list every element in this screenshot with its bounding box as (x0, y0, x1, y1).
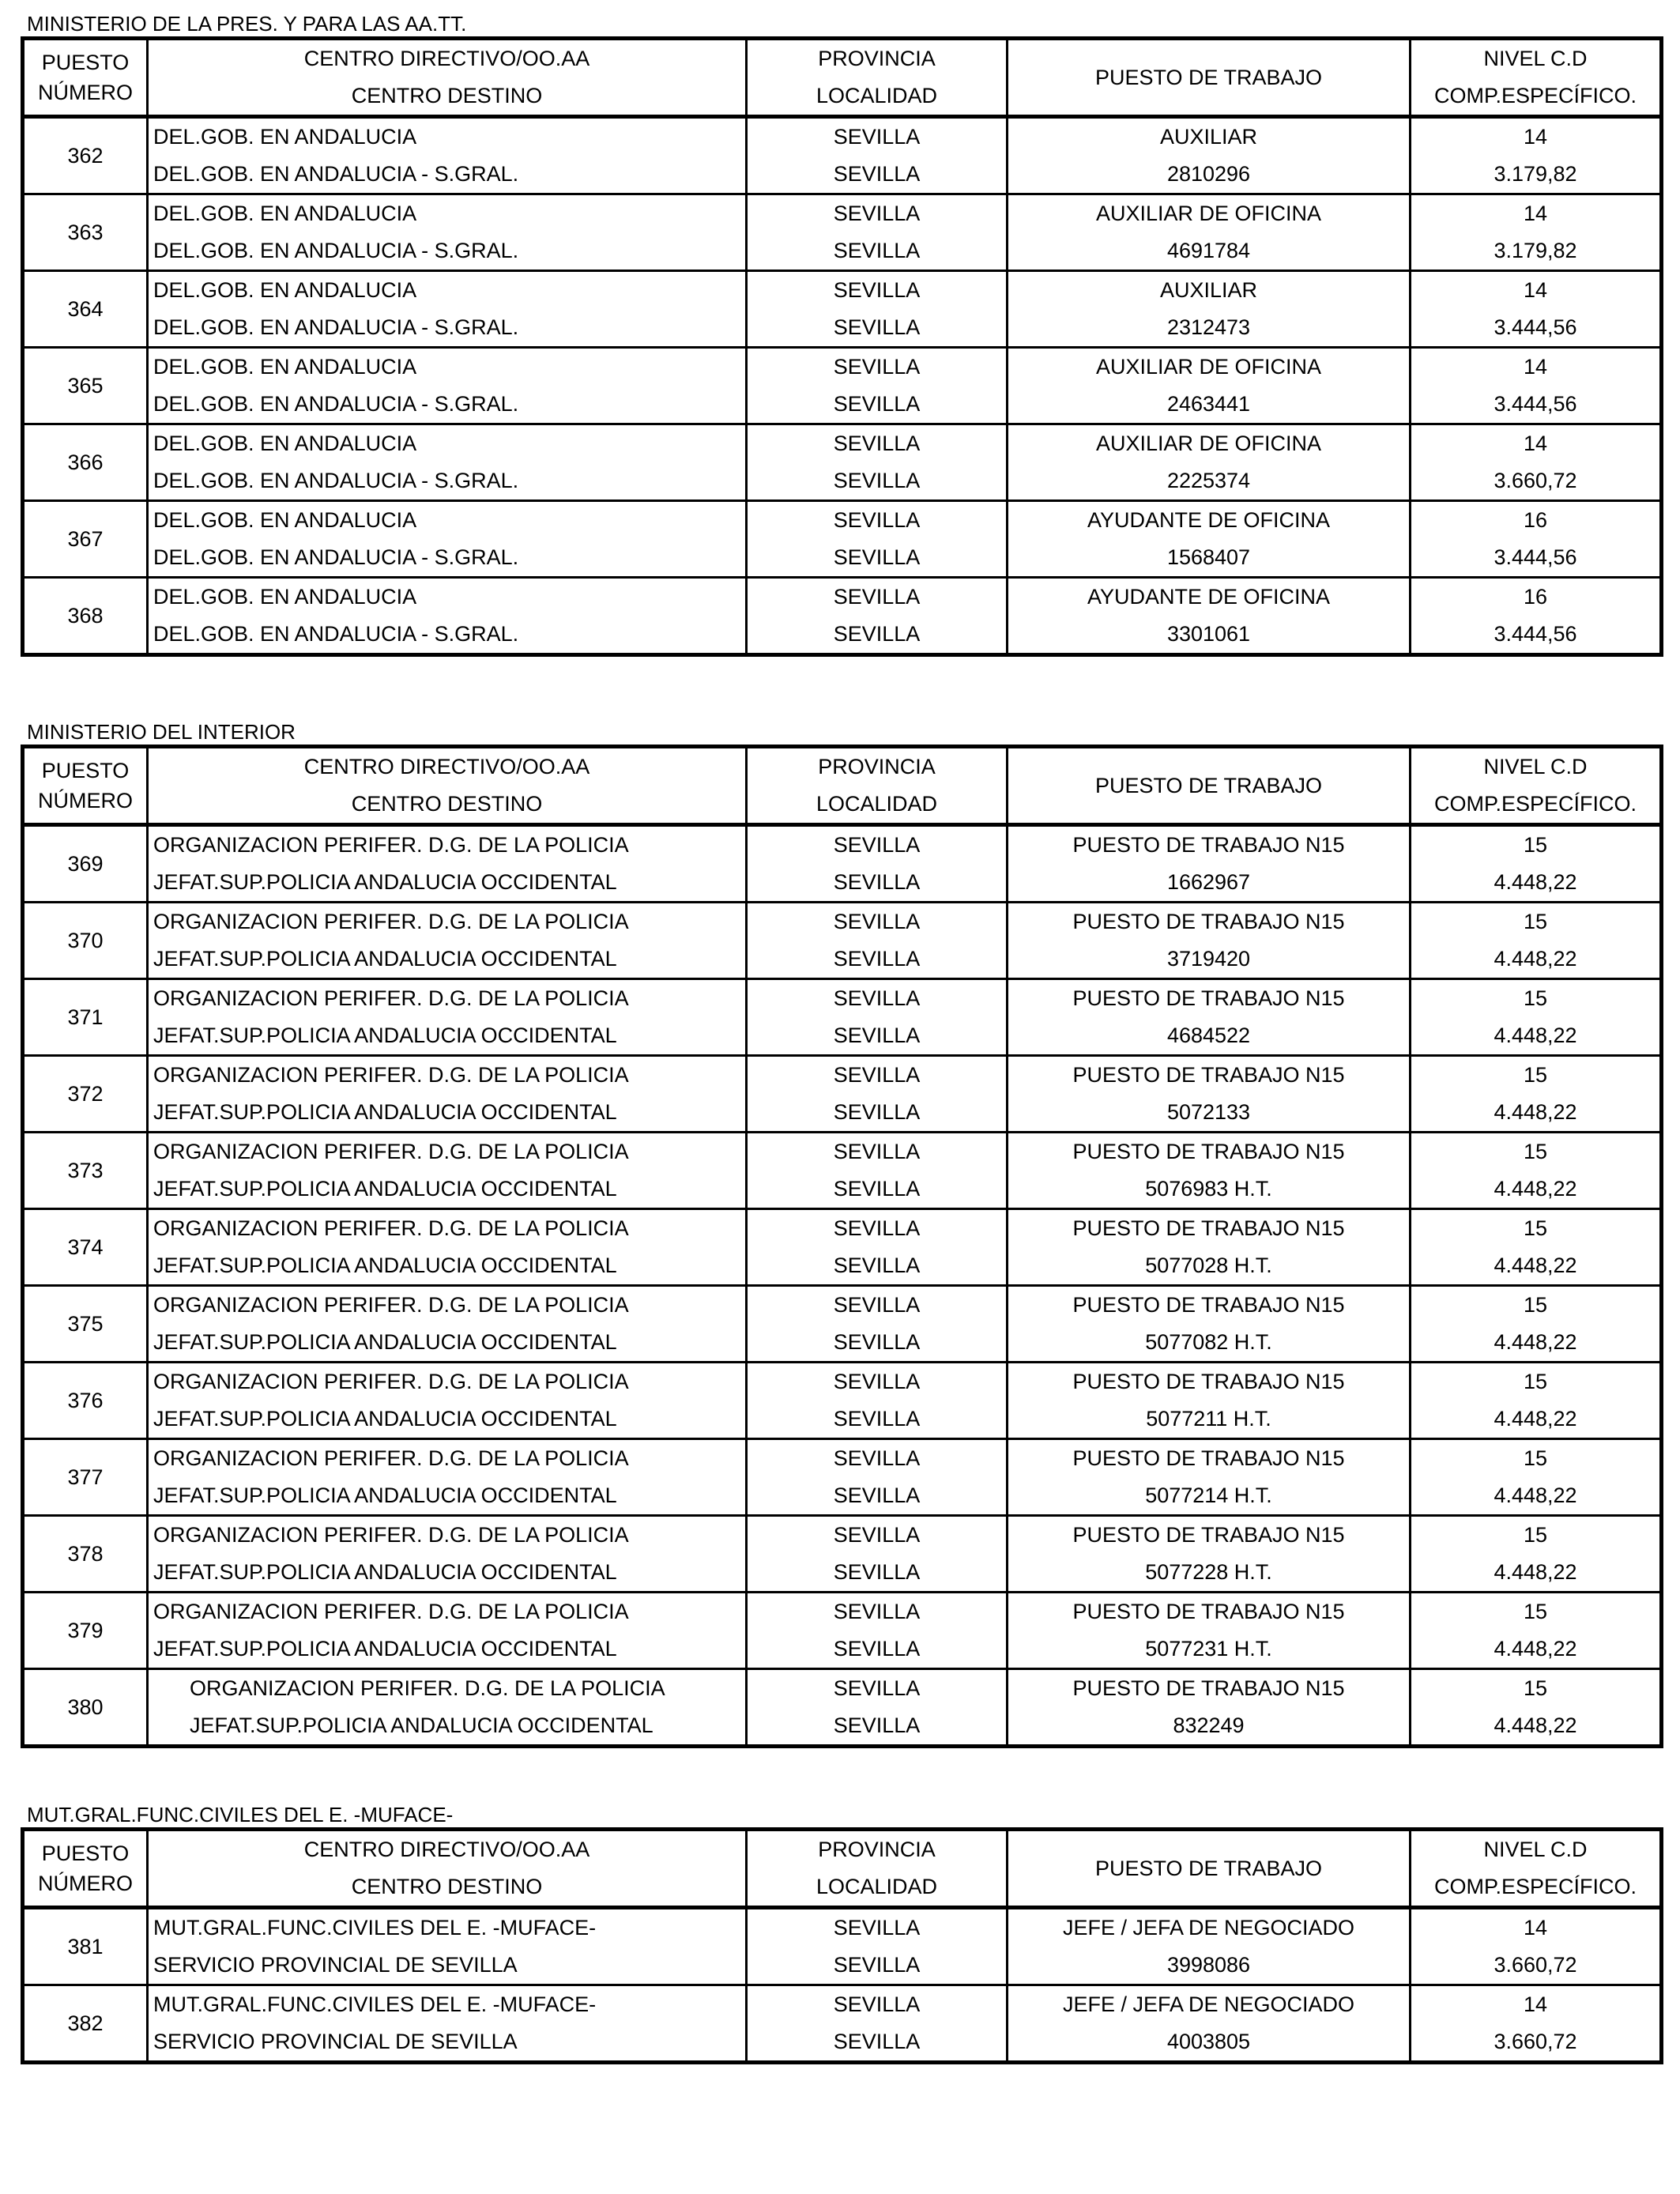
provincia: SEVILLA (747, 424, 1008, 463)
centro-directivo: MUT.GRAL.FUNC.CIVILES DEL E. -MUFACE- (148, 1985, 747, 2024)
header-comp-especifico: COMP.ESPECÍFICO. (1411, 77, 1662, 117)
comp-especifico: 4.448,22 (1411, 1400, 1662, 1439)
nivel-cd: 16 (1411, 501, 1662, 540)
table-row (23, 1593, 1662, 1631)
header-label: PUESTO (41, 51, 130, 74)
centro-destino: DEL.GOB. EN ANDALUCIA - S.GRAL. (148, 462, 747, 501)
centro-destino: DEL.GOB. EN ANDALUCIA - S.GRAL. (148, 539, 747, 578)
table-header-row (23, 77, 1662, 117)
puesto-numero: 370 (23, 903, 148, 979)
centro-directivo: ORGANIZACION PERIFER. D.G. DE LA POLICIA (148, 1516, 747, 1555)
localidad: SEVILLA (747, 1400, 1008, 1439)
table-row (23, 1669, 1662, 1708)
centro-destino: JEFAT.SUP.POLICIA ANDALUCIA OCCIDENTAL (148, 1094, 747, 1133)
provincia: SEVILLA (747, 1209, 1008, 1248)
codigo-puesto: 3301061 (1008, 616, 1411, 655)
table-row (23, 1908, 1662, 1947)
table-row (23, 1630, 1662, 1669)
comp-especifico: 4.448,22 (1411, 1171, 1662, 1209)
table-row (23, 1209, 1662, 1248)
positions-table (21, 36, 1663, 657)
centro-directivo: ORGANIZACION PERIFER. D.G. DE LA POLICIA (148, 1439, 747, 1478)
localidad: SEVILLA (747, 1477, 1008, 1516)
table-row (23, 1400, 1662, 1439)
comp-especifico: 3.179,82 (1411, 156, 1662, 194)
table-header-row (23, 1830, 1662, 1869)
centro-destino: JEFAT.SUP.POLICIA ANDALUCIA OCCIDENTAL (148, 1707, 747, 1747)
table-row (23, 1094, 1662, 1133)
nivel-cd: 14 (1411, 117, 1662, 156)
comp-especifico: 4.448,22 (1411, 1247, 1662, 1286)
table-row (23, 1286, 1662, 1325)
centro-directivo: ORGANIZACION PERIFER. D.G. DE LA POLICIA (148, 903, 747, 941)
table-row (23, 1017, 1662, 1056)
puesto-trabajo: PUESTO DE TRABAJO N15 (1008, 1133, 1411, 1171)
codigo-puesto: 4003805 (1008, 2023, 1411, 2063)
nivel-cd: 15 (1411, 1209, 1662, 1248)
nivel-cd: 15 (1411, 1363, 1662, 1401)
table-row (23, 941, 1662, 979)
table-row (23, 979, 1662, 1018)
section-presidencia (21, 12, 1659, 657)
comp-especifico: 3.179,82 (1411, 232, 1662, 271)
header-puesto-trabajo: PUESTO DE TRABAJO (1008, 39, 1411, 117)
localidad: SEVILLA (747, 1247, 1008, 1286)
provincia: SEVILLA (747, 1908, 1008, 1947)
provincia: SEVILLA (747, 825, 1008, 865)
provincia: SEVILLA (747, 1056, 1008, 1095)
localidad: SEVILLA (747, 539, 1008, 578)
header-label: NÚMERO (38, 789, 133, 812)
puesto-numero: 373 (23, 1133, 148, 1209)
localidad: SEVILLA (747, 1707, 1008, 1747)
puesto-trabajo: PUESTO DE TRABAJO N15 (1008, 903, 1411, 941)
localidad: SEVILLA (747, 1554, 1008, 1593)
puesto-numero: 382 (23, 1985, 148, 2063)
centro-directivo: ORGANIZACION PERIFER. D.G. DE LA POLICIA (148, 979, 747, 1018)
puesto-numero: 371 (23, 979, 148, 1056)
comp-especifico: 4.448,22 (1411, 941, 1662, 979)
puesto-numero: 365 (23, 348, 148, 424)
header-centro-directivo: CENTRO DIRECTIVO/OO.AA (148, 1830, 747, 1869)
provincia: SEVILLA (747, 903, 1008, 941)
comp-especifico: 4.448,22 (1411, 1477, 1662, 1516)
centro-destino: JEFAT.SUP.POLICIA ANDALUCIA OCCIDENTAL (148, 864, 747, 903)
provincia: SEVILLA (747, 1985, 1008, 2024)
puesto-numero: 377 (23, 1439, 148, 1516)
provincia: SEVILLA (747, 501, 1008, 540)
localidad: SEVILLA (747, 616, 1008, 655)
table-row (23, 1707, 1662, 1747)
nivel-cd: 15 (1411, 825, 1662, 865)
comp-especifico: 4.448,22 (1411, 1630, 1662, 1669)
nivel-cd: 15 (1411, 1669, 1662, 1708)
puesto-numero: 374 (23, 1209, 148, 1286)
table-row (23, 309, 1662, 348)
table-row (23, 578, 1662, 616)
puesto-numero: 381 (23, 1908, 148, 1985)
centro-destino: JEFAT.SUP.POLICIA ANDALUCIA OCCIDENTAL (148, 1171, 747, 1209)
puesto-numero: 376 (23, 1363, 148, 1439)
codigo-puesto: 3719420 (1008, 941, 1411, 979)
header-puesto-trabajo: PUESTO DE TRABAJO (1008, 1830, 1411, 1908)
centro-destino: JEFAT.SUP.POLICIA ANDALUCIA OCCIDENTAL (148, 1247, 747, 1286)
codigo-puesto: 4684522 (1008, 1017, 1411, 1056)
table-header-row (23, 1868, 1662, 1908)
table-row (23, 1247, 1662, 1286)
centro-destino: JEFAT.SUP.POLICIA ANDALUCIA OCCIDENTAL (148, 941, 747, 979)
localidad: SEVILLA (747, 462, 1008, 501)
puesto-numero: 369 (23, 825, 148, 903)
header-nivel: NIVEL C.D (1411, 747, 1662, 786)
puesto-numero: 363 (23, 194, 148, 271)
centro-directivo: DEL.GOB. EN ANDALUCIA (148, 348, 747, 386)
localidad: SEVILLA (747, 1094, 1008, 1133)
nivel-cd: 14 (1411, 1985, 1662, 2024)
codigo-puesto: 2312473 (1008, 309, 1411, 348)
codigo-puesto: 4691784 (1008, 232, 1411, 271)
header-comp-especifico: COMP.ESPECÍFICO. (1411, 786, 1662, 825)
table-row (23, 156, 1662, 194)
header-centro-directivo: CENTRO DIRECTIVO/OO.AA (148, 747, 747, 786)
section-title: MINISTERIO DEL INTERIOR (27, 720, 296, 744)
nivel-cd: 15 (1411, 1286, 1662, 1325)
positions-table (21, 1827, 1663, 2064)
centro-directivo: ORGANIZACION PERIFER. D.G. DE LA POLICIA (148, 1286, 747, 1325)
comp-especifico: 3.444,56 (1411, 309, 1662, 348)
header-puesto-numero (23, 1830, 148, 1908)
section-title: MUT.GRAL.FUNC.CIVILES DEL E. -MUFACE- (27, 1803, 454, 1826)
centro-directivo: ORGANIZACION PERIFER. D.G. DE LA POLICIA (148, 1209, 747, 1248)
comp-especifico: 4.448,22 (1411, 864, 1662, 903)
puesto-numero: 375 (23, 1286, 148, 1363)
table-row (23, 864, 1662, 903)
nivel-cd: 15 (1411, 1516, 1662, 1555)
provincia: SEVILLA (747, 194, 1008, 233)
header-localidad: LOCALIDAD (747, 1868, 1008, 1908)
provincia: SEVILLA (747, 117, 1008, 156)
puesto-trabajo: AUXILIAR (1008, 117, 1411, 156)
provincia: SEVILLA (747, 348, 1008, 386)
nivel-cd: 15 (1411, 1439, 1662, 1478)
localidad: SEVILLA (747, 864, 1008, 903)
centro-destino: DEL.GOB. EN ANDALUCIA - S.GRAL. (148, 232, 747, 271)
header-label: NÚMERO (38, 1872, 133, 1895)
centro-destino: JEFAT.SUP.POLICIA ANDALUCIA OCCIDENTAL (148, 1324, 747, 1363)
header-comp-especifico: COMP.ESPECÍFICO. (1411, 1868, 1662, 1908)
puesto-trabajo: PUESTO DE TRABAJO N15 (1008, 1363, 1411, 1401)
comp-especifico: 4.448,22 (1411, 1094, 1662, 1133)
centro-directivo: DEL.GOB. EN ANDALUCIA (148, 271, 747, 310)
table-row (23, 348, 1662, 386)
centro-directivo: DEL.GOB. EN ANDALUCIA (148, 501, 747, 540)
localidad: SEVILLA (747, 1947, 1008, 1985)
header-centro-directivo: CENTRO DIRECTIVO/OO.AA (148, 39, 747, 78)
table-row (23, 462, 1662, 501)
section-interior (21, 720, 1659, 1748)
centro-directivo: DEL.GOB. EN ANDALUCIA (148, 578, 747, 616)
table-row (23, 616, 1662, 655)
nivel-cd: 15 (1411, 903, 1662, 941)
codigo-puesto: 5077228 H.T. (1008, 1554, 1411, 1593)
puesto-trabajo: AUXILIAR (1008, 271, 1411, 310)
puesto-numero: 364 (23, 271, 148, 348)
localidad: SEVILLA (747, 1630, 1008, 1669)
table-row (23, 1171, 1662, 1209)
provincia: SEVILLA (747, 1133, 1008, 1171)
positions-table (21, 745, 1663, 1748)
centro-destino: JEFAT.SUP.POLICIA ANDALUCIA OCCIDENTAL (148, 1477, 747, 1516)
nivel-cd: 15 (1411, 1593, 1662, 1631)
puesto-numero: 362 (23, 117, 148, 194)
centro-destino: JEFAT.SUP.POLICIA ANDALUCIA OCCIDENTAL (148, 1400, 747, 1439)
table-row (23, 386, 1662, 424)
centro-directivo: ORGANIZACION PERIFER. D.G. DE LA POLICIA (148, 1669, 747, 1708)
puesto-numero: 379 (23, 1593, 148, 1669)
header-label: NÚMERO (38, 81, 133, 104)
puesto-trabajo: PUESTO DE TRABAJO N15 (1008, 825, 1411, 865)
header-provincia: PROVINCIA (747, 39, 1008, 78)
localidad: SEVILLA (747, 2023, 1008, 2063)
codigo-puesto: 3998086 (1008, 1947, 1411, 1985)
provincia: SEVILLA (747, 1516, 1008, 1555)
puesto-numero: 367 (23, 501, 148, 578)
section-muface (21, 1803, 1659, 2064)
codigo-puesto: 5077028 H.T. (1008, 1247, 1411, 1286)
table-row (23, 424, 1662, 463)
header-puesto-trabajo: PUESTO DE TRABAJO (1008, 747, 1411, 825)
codigo-puesto: 1568407 (1008, 539, 1411, 578)
comp-especifico: 3.444,56 (1411, 616, 1662, 655)
header-puesto-numero (23, 747, 148, 825)
provincia: SEVILLA (747, 1669, 1008, 1708)
header-centro-destino: CENTRO DESTINO (148, 1868, 747, 1908)
centro-destino: DEL.GOB. EN ANDALUCIA - S.GRAL. (148, 156, 747, 194)
table-row (23, 539, 1662, 578)
table-header-row (23, 39, 1662, 78)
comp-especifico: 4.448,22 (1411, 1554, 1662, 1593)
localidad: SEVILLA (747, 941, 1008, 979)
puesto-trabajo: PUESTO DE TRABAJO N15 (1008, 1209, 1411, 1248)
localidad: SEVILLA (747, 232, 1008, 271)
puesto-trabajo: PUESTO DE TRABAJO N15 (1008, 1516, 1411, 1555)
table-row (23, 825, 1662, 865)
table-row (23, 903, 1662, 941)
puesto-trabajo: AUXILIAR DE OFICINA (1008, 194, 1411, 233)
puesto-trabajo: AUXILIAR DE OFICINA (1008, 424, 1411, 463)
codigo-puesto: 2810296 (1008, 156, 1411, 194)
nivel-cd: 14 (1411, 271, 1662, 310)
table-row (23, 194, 1662, 233)
comp-especifico: 3.444,56 (1411, 539, 1662, 578)
centro-directivo: ORGANIZACION PERIFER. D.G. DE LA POLICIA (148, 825, 747, 865)
table-row (23, 232, 1662, 271)
table-row (23, 1947, 1662, 1985)
table-row (23, 271, 1662, 310)
table-row (23, 2023, 1662, 2063)
provincia: SEVILLA (747, 578, 1008, 616)
comp-especifico: 4.448,22 (1411, 1707, 1662, 1747)
provincia: SEVILLA (747, 979, 1008, 1018)
comp-especifico: 4.448,22 (1411, 1324, 1662, 1363)
provincia: SEVILLA (747, 271, 1008, 310)
puesto-trabajo: JEFE / JEFA DE NEGOCIADO (1008, 1908, 1411, 1947)
table-row (23, 1056, 1662, 1095)
nivel-cd: 14 (1411, 424, 1662, 463)
provincia: SEVILLA (747, 1286, 1008, 1325)
table-row (23, 117, 1662, 156)
centro-destino: DEL.GOB. EN ANDALUCIA - S.GRAL. (148, 616, 747, 655)
table-row (23, 1477, 1662, 1516)
codigo-puesto: 832249 (1008, 1707, 1411, 1747)
nivel-cd: 14 (1411, 348, 1662, 386)
header-provincia: PROVINCIA (747, 1830, 1008, 1869)
centro-directivo: MUT.GRAL.FUNC.CIVILES DEL E. -MUFACE- (148, 1908, 747, 1947)
codigo-puesto: 5076983 H.T. (1008, 1171, 1411, 1209)
localidad: SEVILLA (747, 156, 1008, 194)
centro-destino: DEL.GOB. EN ANDALUCIA - S.GRAL. (148, 309, 747, 348)
localidad: SEVILLA (747, 309, 1008, 348)
centro-destino: DEL.GOB. EN ANDALUCIA - S.GRAL. (148, 386, 747, 424)
puesto-numero: 368 (23, 578, 148, 655)
centro-directivo: ORGANIZACION PERIFER. D.G. DE LA POLICIA (148, 1056, 747, 1095)
table-row (23, 1516, 1662, 1555)
section-title: MINISTERIO DE LA PRES. Y PARA LAS AA.TT. (27, 12, 467, 36)
codigo-puesto: 5077211 H.T. (1008, 1400, 1411, 1439)
header-centro-destino: CENTRO DESTINO (148, 77, 747, 117)
centro-directivo: ORGANIZACION PERIFER. D.G. DE LA POLICIA (148, 1133, 747, 1171)
codigo-puesto: 5077214 H.T. (1008, 1477, 1411, 1516)
comp-especifico: 4.448,22 (1411, 1017, 1662, 1056)
nivel-cd: 14 (1411, 194, 1662, 233)
nivel-cd: 14 (1411, 1908, 1662, 1947)
puesto-trabajo: PUESTO DE TRABAJO N15 (1008, 1056, 1411, 1095)
centro-destino: JEFAT.SUP.POLICIA ANDALUCIA OCCIDENTAL (148, 1017, 747, 1056)
centro-destino: JEFAT.SUP.POLICIA ANDALUCIA OCCIDENTAL (148, 1630, 747, 1669)
centro-destino: SERVICIO PROVINCIAL DE SEVILLA (148, 2023, 747, 2063)
codigo-puesto: 5077082 H.T. (1008, 1324, 1411, 1363)
puesto-trabajo: PUESTO DE TRABAJO N15 (1008, 1286, 1411, 1325)
centro-destino: SERVICIO PROVINCIAL DE SEVILLA (148, 1947, 747, 1985)
puesto-numero: 372 (23, 1056, 148, 1133)
header-localidad: LOCALIDAD (747, 786, 1008, 825)
provincia: SEVILLA (747, 1439, 1008, 1478)
localidad: SEVILLA (747, 1171, 1008, 1209)
puesto-trabajo: PUESTO DE TRABAJO N15 (1008, 1593, 1411, 1631)
table-row (23, 1985, 1662, 2024)
centro-directivo: DEL.GOB. EN ANDALUCIA (148, 194, 747, 233)
header-provincia: PROVINCIA (747, 747, 1008, 786)
centro-directivo: DEL.GOB. EN ANDALUCIA (148, 424, 747, 463)
table-header-row (23, 747, 1662, 786)
comp-especifico: 3.444,56 (1411, 386, 1662, 424)
puesto-trabajo: PUESTO DE TRABAJO N15 (1008, 979, 1411, 1018)
nivel-cd: 15 (1411, 1056, 1662, 1095)
header-nivel: NIVEL C.D (1411, 1830, 1662, 1869)
provincia: SEVILLA (747, 1363, 1008, 1401)
puesto-trabajo: PUESTO DE TRABAJO N15 (1008, 1669, 1411, 1708)
table-row (23, 1324, 1662, 1363)
header-localidad: LOCALIDAD (747, 77, 1008, 117)
puesto-trabajo: AYUDANTE DE OFICINA (1008, 501, 1411, 540)
comp-especifico: 3.660,72 (1411, 2023, 1662, 2063)
puesto-trabajo: AUXILIAR DE OFICINA (1008, 348, 1411, 386)
nivel-cd: 16 (1411, 578, 1662, 616)
centro-destino: JEFAT.SUP.POLICIA ANDALUCIA OCCIDENTAL (148, 1554, 747, 1593)
puesto-trabajo: AYUDANTE DE OFICINA (1008, 578, 1411, 616)
table-row (23, 1439, 1662, 1478)
puesto-numero: 378 (23, 1516, 148, 1593)
puesto-trabajo: JEFE / JEFA DE NEGOCIADO (1008, 1985, 1411, 2024)
centro-directivo: DEL.GOB. EN ANDALUCIA (148, 117, 747, 156)
localidad: SEVILLA (747, 1017, 1008, 1056)
codigo-puesto: 2463441 (1008, 386, 1411, 424)
codigo-puesto: 2225374 (1008, 462, 1411, 501)
comp-especifico: 3.660,72 (1411, 1947, 1662, 1985)
localidad: SEVILLA (747, 386, 1008, 424)
header-label: PUESTO (41, 759, 130, 782)
localidad: SEVILLA (747, 1324, 1008, 1363)
provincia: SEVILLA (747, 1593, 1008, 1631)
table-row (23, 501, 1662, 540)
puesto-numero: 366 (23, 424, 148, 501)
header-centro-destino: CENTRO DESTINO (148, 786, 747, 825)
table-row (23, 1554, 1662, 1593)
codigo-puesto: 5072133 (1008, 1094, 1411, 1133)
puesto-trabajo: PUESTO DE TRABAJO N15 (1008, 1439, 1411, 1478)
centro-directivo: ORGANIZACION PERIFER. D.G. DE LA POLICIA (148, 1363, 747, 1401)
puesto-numero: 380 (23, 1669, 148, 1747)
table-header-row (23, 786, 1662, 825)
codigo-puesto: 5077231 H.T. (1008, 1630, 1411, 1669)
table-row (23, 1363, 1662, 1401)
nivel-cd: 15 (1411, 979, 1662, 1018)
codigo-puesto: 1662967 (1008, 864, 1411, 903)
comp-especifico: 3.660,72 (1411, 462, 1662, 501)
header-nivel: NIVEL C.D (1411, 39, 1662, 78)
centro-directivo: ORGANIZACION PERIFER. D.G. DE LA POLICIA (148, 1593, 747, 1631)
table-row (23, 1133, 1662, 1171)
header-label: PUESTO (41, 1842, 130, 1865)
nivel-cd: 15 (1411, 1133, 1662, 1171)
header-puesto-numero (23, 39, 148, 117)
